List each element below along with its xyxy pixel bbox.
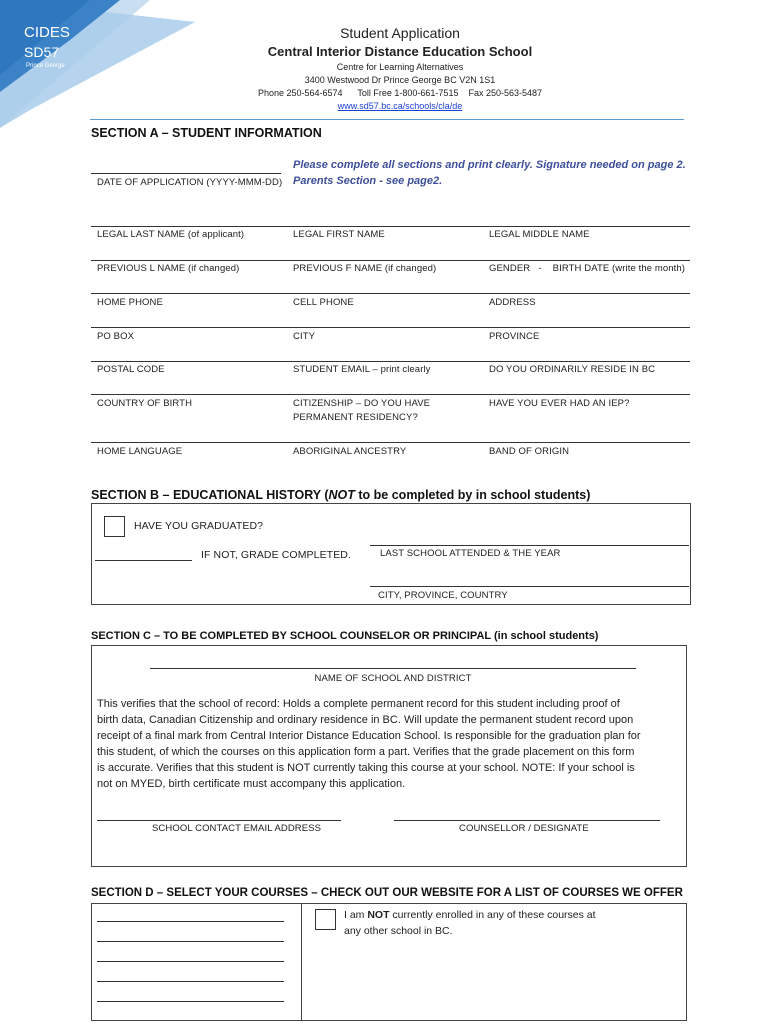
row-line — [91, 260, 690, 261]
not-enrolled-post: currently enrolled in any of these courses at — [389, 909, 596, 921]
instructions-note-line1: Please complete all sections and print clearly. Signature needed on page 2. — [293, 159, 686, 171]
city-province-line — [370, 586, 689, 587]
section-a-title: SECTION A – STUDENT INFORMATION — [91, 126, 322, 140]
counsellor-label: COUNSELLOR / DESIGNATE — [459, 823, 589, 834]
legal-middle-name-label: LEGAL MIDDLE NAME — [489, 229, 590, 240]
citizenship-label: CITIZENSHIP – DO YOU HAVE — [293, 398, 431, 409]
not-enrolled-checkbox[interactable] — [315, 909, 336, 930]
aboriginal-ancestry-label: ABORIGINAL ANCESTRY — [293, 446, 407, 457]
website-link[interactable]: www.sd57.bc.ca/schools/cla/de — [337, 101, 463, 111]
student-email-label: STUDENT EMAIL – print clearly — [293, 364, 431, 375]
course-line[interactable] — [97, 1001, 284, 1002]
logo-line2: SD57 — [24, 44, 60, 60]
course-line[interactable] — [97, 941, 284, 942]
school-contact-email-label: SCHOOL CONTACT EMAIL ADDRESS — [152, 823, 322, 834]
school-district-label — [150, 673, 636, 684]
section-b-title — [91, 488, 590, 502]
legal-first-name-label: LEGAL FIRST NAME — [293, 229, 385, 240]
province-label: PROVINCE — [489, 331, 540, 342]
logo-line1: CIDES — [24, 24, 70, 41]
paragraph-line: birth data, Canadian Citizenship and ordinary residence in BC. Will update the permanent student record upon — [97, 714, 634, 726]
paragraph-line: not on MYED, birth certificate must accompany this application. — [97, 778, 406, 790]
section-c-title: SECTION C – TO BE COMPLETED BY SCHOOL COUNSELOR OR PRINCIPAL (in school students) — [91, 630, 599, 642]
gender-birthdate-label: GENDER - BIRTH DATE (write the month) — [489, 263, 685, 274]
paragraph-line: this student, of which the courses on this application form a part. Verifies that the grade placement on this form — [97, 746, 635, 758]
counsellor-line — [394, 820, 660, 821]
centre-name: Centre for Learning Alternatives — [336, 62, 464, 72]
graduated-label: HAVE YOU GRADUATED? — [134, 520, 264, 532]
section-b-title-pre: SECTION B – EDUCATIONAL HISTORY ( — [91, 488, 329, 502]
paragraph-line: receipt of a final mark from Central Interior Distance Education School. Is responsible for the graduation plan for — [97, 730, 641, 742]
tollfree-number: Toll Free 1-800-661-7515 — [357, 88, 459, 98]
not-enrolled-emphasis: NOT — [367, 909, 390, 921]
date-of-application-label: DATE OF APPLICATION (YYYY-MMM-DD) — [97, 177, 283, 188]
section-b-title-post: to be completed by in school students) — [354, 488, 591, 502]
phone-number: Phone 250-564-6574 — [257, 88, 343, 98]
not-enrolled-text — [344, 907, 596, 939]
section-b-title-emphasis: NOT — [328, 488, 355, 502]
address-label: ADDRESS — [489, 297, 536, 308]
reside-in-bc-label: DO YOU ORDINARILY RESIDE IN BC — [489, 364, 656, 375]
row-line — [91, 361, 690, 362]
school-name: Central Interior Distance Education School — [267, 44, 533, 59]
cell-phone-label: CELL PHONE — [293, 297, 354, 308]
row-line — [91, 394, 690, 395]
not-enrolled-pre: I am — [344, 909, 368, 921]
previous-first-name-label: PREVIOUS F NAME (if changed) — [293, 263, 437, 274]
last-school-line — [370, 545, 689, 546]
po-box-label: PO BOX — [97, 331, 135, 342]
email-line — [97, 820, 341, 821]
section-d-title: SECTION D – SELECT YOUR COURSES – CHECK OUT OUR WEBSITE FOR A LIST OF COURSES WE OFFER — [91, 887, 683, 899]
previous-last-name-label: PREVIOUS L NAME (if changed) — [97, 263, 240, 274]
course-line[interactable] — [97, 981, 284, 982]
city-label: CITY — [293, 331, 316, 342]
paragraph-line: is accurate. Verifies that this student is NOT currently taking this course at your school. NOTE: If your school is — [97, 762, 635, 774]
paragraph-line: This verifies that the school of record: Holds a complete permanent record for this student including proof of — [97, 698, 620, 710]
not-enrolled-line2: any other school in BC. — [344, 925, 453, 937]
grade-completed-label: IF NOT, GRADE COMPLETED. — [201, 549, 351, 561]
country-of-birth-label: COUNTRY OF BIRTH — [97, 398, 193, 409]
postal-code-label: POSTAL CODE — [97, 364, 165, 375]
verification-paragraph — [97, 696, 687, 792]
row-line — [91, 226, 690, 227]
not-enrolled-line1 — [344, 907, 596, 923]
website-link-row — [190, 101, 610, 111]
school-address: 3400 Westwood Dr Prince George BC V2N 1S1 — [304, 75, 496, 85]
header-rule — [90, 119, 684, 120]
course-line[interactable] — [97, 961, 284, 962]
course-line[interactable] — [97, 921, 284, 922]
iep-label: HAVE YOU EVER HAD AN IEP? — [489, 398, 630, 409]
last-school-label: LAST SCHOOL ATTENDED & THE YEAR — [380, 548, 561, 559]
row-line — [91, 442, 690, 443]
row-line — [91, 327, 690, 328]
school-district-label-text: NAME OF SCHOOL AND DISTRICT — [314, 673, 472, 684]
school-district-line — [150, 668, 636, 669]
instructions-note-line2: Parents Section - see page2. — [293, 175, 443, 187]
home-language-label: HOME LANGUAGE — [97, 446, 183, 457]
contact-numbers — [190, 88, 610, 98]
home-phone-label: HOME PHONE — [97, 297, 163, 308]
row-line — [91, 293, 690, 294]
band-of-origin-label: BAND OF ORIGIN — [489, 446, 570, 457]
form-title: Student Application — [340, 25, 460, 41]
grade-line — [95, 560, 192, 561]
graduated-checkbox[interactable] — [104, 516, 125, 537]
citizenship-label-line2: PERMANENT RESIDENCY? — [293, 412, 418, 423]
legal-last-name-label: LEGAL LAST NAME (of applicant) — [97, 229, 245, 240]
city-province-country-label: CITY, PROVINCE, COUNTRY — [378, 590, 508, 601]
date-line — [91, 173, 281, 174]
course-divider — [301, 903, 302, 1020]
fax-number: Fax 250-563-5487 — [468, 88, 543, 98]
logo-line3: Prince George — [26, 63, 65, 69]
